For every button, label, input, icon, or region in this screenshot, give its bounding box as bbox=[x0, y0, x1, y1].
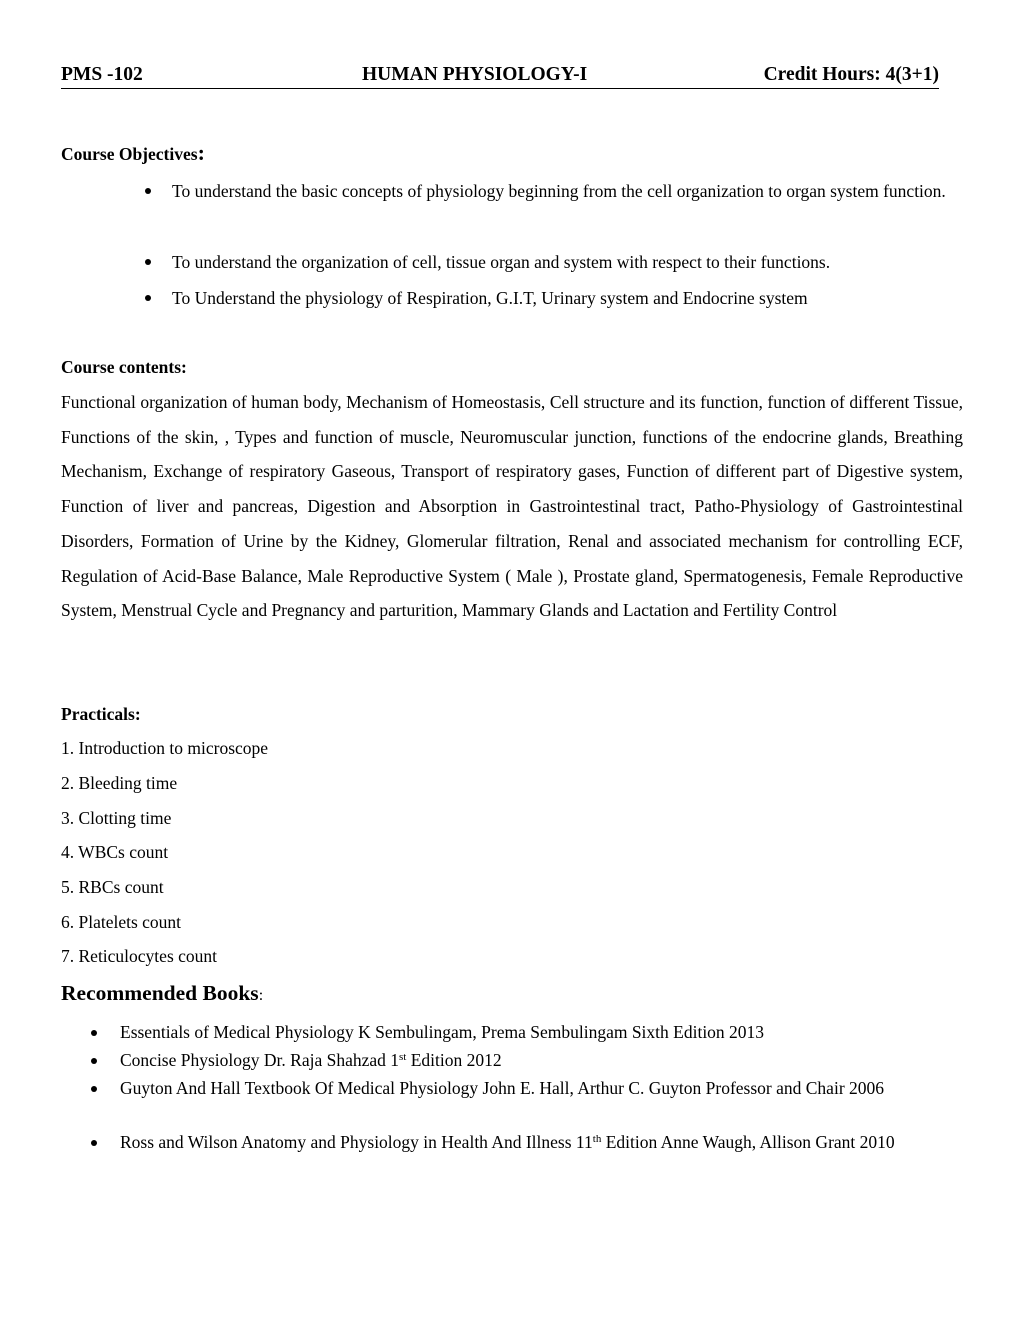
objective-item: To understand the basic concepts of physiology beginning from the cell organization to organ system function. bbox=[172, 181, 946, 201]
practical-item: 7. Reticulocytes count bbox=[61, 946, 218, 966]
bullet-icon bbox=[145, 259, 151, 265]
practical-item: 5. RBCs count bbox=[61, 877, 164, 897]
bullet-icon bbox=[91, 1086, 97, 1092]
bullet-icon bbox=[145, 188, 151, 194]
book-item: Essentials of Medical Physiology K Sembulingam, Prema Sembulingam Sixth Edition 2013 bbox=[120, 1022, 765, 1042]
objectives-heading: Course Objectives: bbox=[61, 140, 205, 165]
practical-item: 3. Clotting time bbox=[61, 808, 172, 828]
course-code: PMS -102 bbox=[61, 64, 143, 85]
book-item: Ross and Wilson Anatomy and Physiology in Health And Illness 11th Edition Anne Waugh, Allison Grant 2010 bbox=[120, 1132, 895, 1152]
practicals-heading: Practicals: bbox=[61, 704, 141, 724]
bullet-icon bbox=[145, 295, 151, 301]
book-item: Concise Physiology Dr. Raja Shahzad 1st Edition 2012 bbox=[120, 1050, 502, 1070]
book-item: Guyton And Hall Textbook Of Medical Physiology John E. Hall, Arthur C. Guyton Professor and Chair 2006 bbox=[120, 1078, 885, 1098]
course-header bbox=[61, 62, 939, 89]
contents-heading: Course contents: bbox=[61, 357, 187, 377]
course-title: HUMAN PHYSIOLOGY-I bbox=[362, 64, 588, 85]
bullet-icon bbox=[91, 1030, 97, 1036]
bullet-icon bbox=[91, 1140, 97, 1146]
practical-item: 4. WBCs count bbox=[61, 842, 169, 862]
books-heading: Recommended Books: bbox=[61, 981, 264, 1005]
practical-item: 6. Platelets count bbox=[61, 912, 182, 932]
objective-item: To understand the organization of cell, tissue organ and system with respect to their functions. bbox=[172, 252, 831, 272]
bullet-icon bbox=[91, 1058, 97, 1064]
objective-item: To Understand the physiology of Respiration, G.I.T, Urinary system and Endocrine system bbox=[172, 288, 808, 308]
practical-item: 1. Introduction to microscope bbox=[61, 738, 269, 758]
credit-hours: Credit Hours: 4(3+1) bbox=[763, 64, 939, 85]
practical-item: 2. Bleeding time bbox=[61, 773, 178, 793]
contents-paragraph: Functional organization of human body, Mechanism of Homeostasis, Cell structure and its function, function of different Tissue, Functions of the skin, , Types and function of muscle, Neuromuscular junction, functions of the endocrine glands, Breathing Mechanism, Exchange of respiratory Gaseous, Transport of respiratory gases, Function of different part of Digestive system, Function of liver and pancreas, Digestion and Absorption in Gastrointestinal tract, Patho-Physiology of Gastrointestinal Disorders, Formation of Urine by the Kidney, Glomerular filtration, Renal and associated mechanism for controlling ECF, Regulation of Acid-Base Balance, Male Reproductive System ( Male ), Prostate gland, Spermatogenesis, Female Reproductive System, Menstrual Cycle and Pregnancy and parturition, Mammary Glands and Lactation and Fertility Control bbox=[61, 392, 963, 621]
